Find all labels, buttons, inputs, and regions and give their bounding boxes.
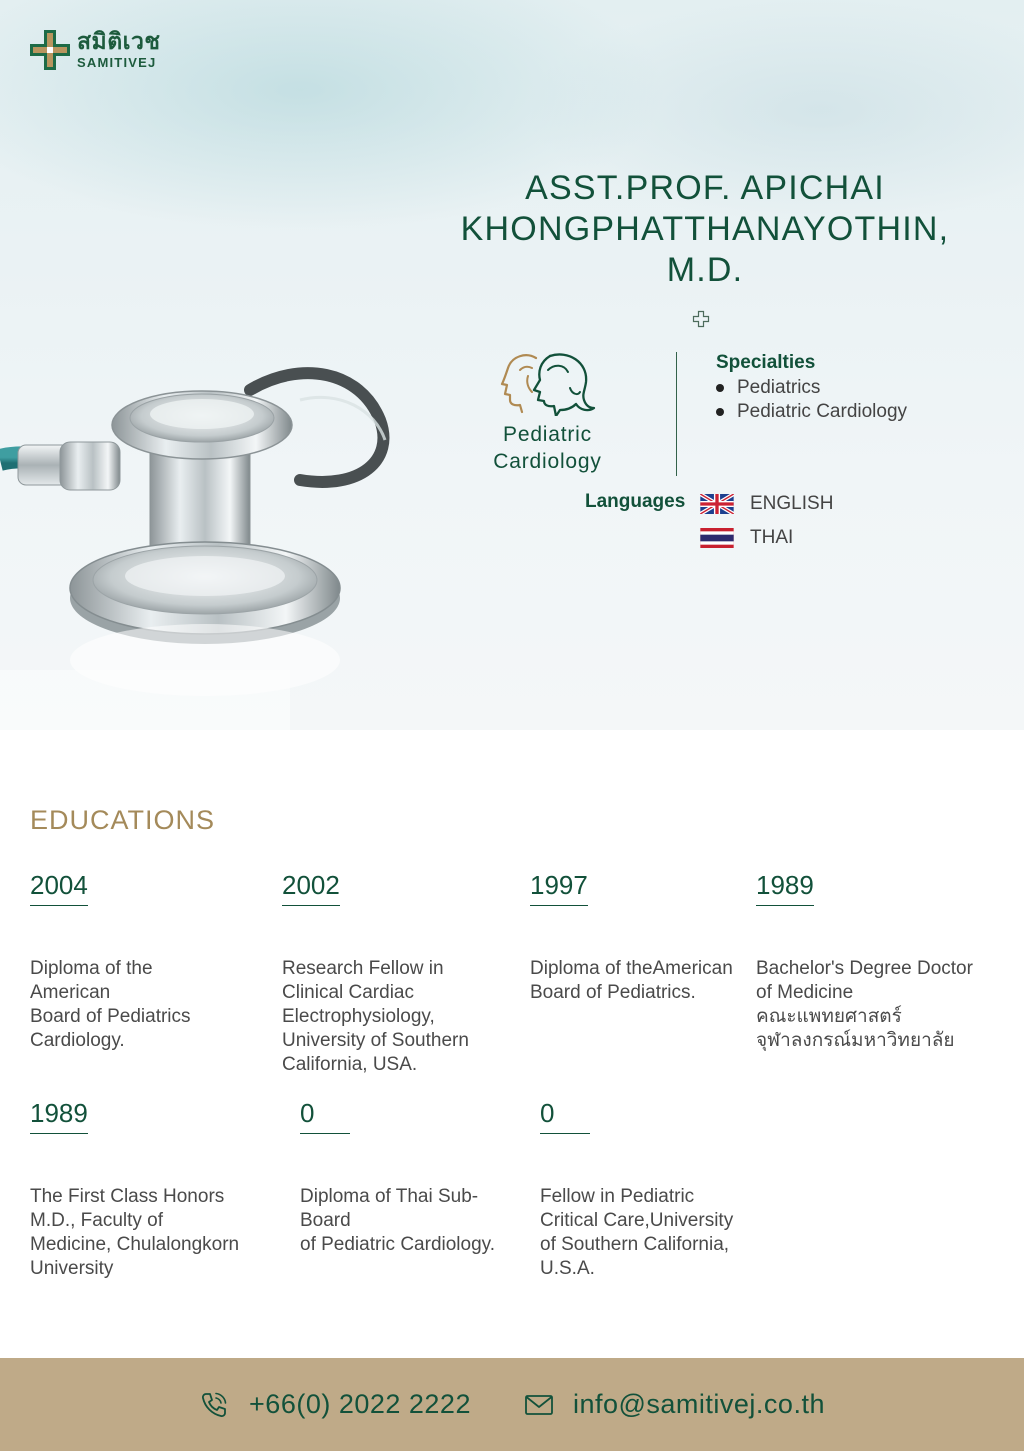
education-description: Fellow in Pediatric Critical Care,University of Southern California, U.S.A. bbox=[540, 1186, 734, 1279]
education-year: 1989 bbox=[756, 870, 814, 906]
education-year: 0 bbox=[540, 1098, 590, 1134]
email-contact[interactable] bbox=[525, 1389, 825, 1420]
education-description: Diploma of theAmerican Board of Pediatrics. bbox=[530, 958, 733, 1003]
education-description: Research Fellow in Clinical Cardiac Electrophysiology, University of Southern California, USA. bbox=[282, 958, 469, 1075]
logo-english-text: SAMITIVEJ bbox=[77, 55, 157, 70]
doctor-name: ASST.PROF. APICHAI KHONGPHATTHANAYOTHIN, M.D. bbox=[460, 169, 950, 289]
stethoscope-image bbox=[0, 330, 420, 730]
education-item bbox=[756, 870, 996, 1053]
education-year: 0 bbox=[300, 1098, 350, 1134]
education-item bbox=[282, 870, 512, 1077]
education-year: 1989 bbox=[30, 1098, 88, 1134]
specialty-item: Pediatric Cardiology bbox=[716, 400, 907, 424]
education-item bbox=[540, 1098, 770, 1281]
contact-footer bbox=[0, 1358, 1024, 1451]
email-address[interactable]: info@samitivej.co.th bbox=[572, 1389, 825, 1419]
education-item bbox=[300, 1098, 530, 1257]
uk-flag-icon bbox=[700, 494, 734, 514]
specialties-label: Specialties bbox=[716, 352, 816, 373]
education-description: Bachelor's Degree Doctor of Medicine คณะแพทยศาสตร์ จุฬาลงกรณ์มหาวิทยาลัย bbox=[756, 958, 973, 1051]
language-thai bbox=[700, 527, 793, 549]
education-item bbox=[530, 870, 755, 1005]
plus-outline-icon bbox=[692, 310, 710, 328]
education-item bbox=[30, 870, 260, 1053]
logo-thai-text: สมิติเวช bbox=[77, 29, 161, 55]
vertical-divider bbox=[676, 352, 677, 476]
education-description: The First Class Honors M.D., Faculty of Medicine, Chulalongkorn University bbox=[30, 1186, 240, 1279]
specialties-list bbox=[716, 352, 907, 424]
education-year: 2004 bbox=[30, 870, 88, 906]
mail-icon bbox=[525, 1394, 553, 1416]
education-item bbox=[30, 1098, 270, 1281]
specialty-item: Pediatrics bbox=[716, 376, 907, 400]
specialty-title-line1: Pediatric bbox=[503, 423, 592, 446]
language-name: ENGLISH bbox=[750, 493, 834, 514]
education-description: Diploma of the American Board of Pediatrics Cardiology. bbox=[30, 958, 191, 1051]
educations-heading: EDUCATIONS bbox=[30, 805, 216, 835]
language-english bbox=[700, 493, 833, 515]
specialty-summary bbox=[480, 350, 615, 475]
education-description: Diploma of Thai Sub- Board of Pediatric Cardiology. bbox=[300, 1186, 496, 1255]
pediatric-faces-icon bbox=[498, 350, 598, 416]
phone-contact[interactable] bbox=[199, 1389, 471, 1420]
phone-number[interactable]: +66(0) 2022 2222 bbox=[249, 1389, 471, 1419]
languages-label: Languages bbox=[585, 491, 686, 512]
samitivej-logo[interactable] bbox=[30, 30, 161, 70]
thai-flag-icon bbox=[700, 528, 734, 548]
education-year: 1997 bbox=[530, 870, 588, 906]
education-year: 2002 bbox=[282, 870, 340, 906]
specialty-title-line2: Cardiology bbox=[493, 450, 602, 473]
phone-icon bbox=[199, 1390, 229, 1420]
samitivej-cross-icon bbox=[30, 30, 70, 70]
language-name: THAI bbox=[750, 527, 794, 548]
